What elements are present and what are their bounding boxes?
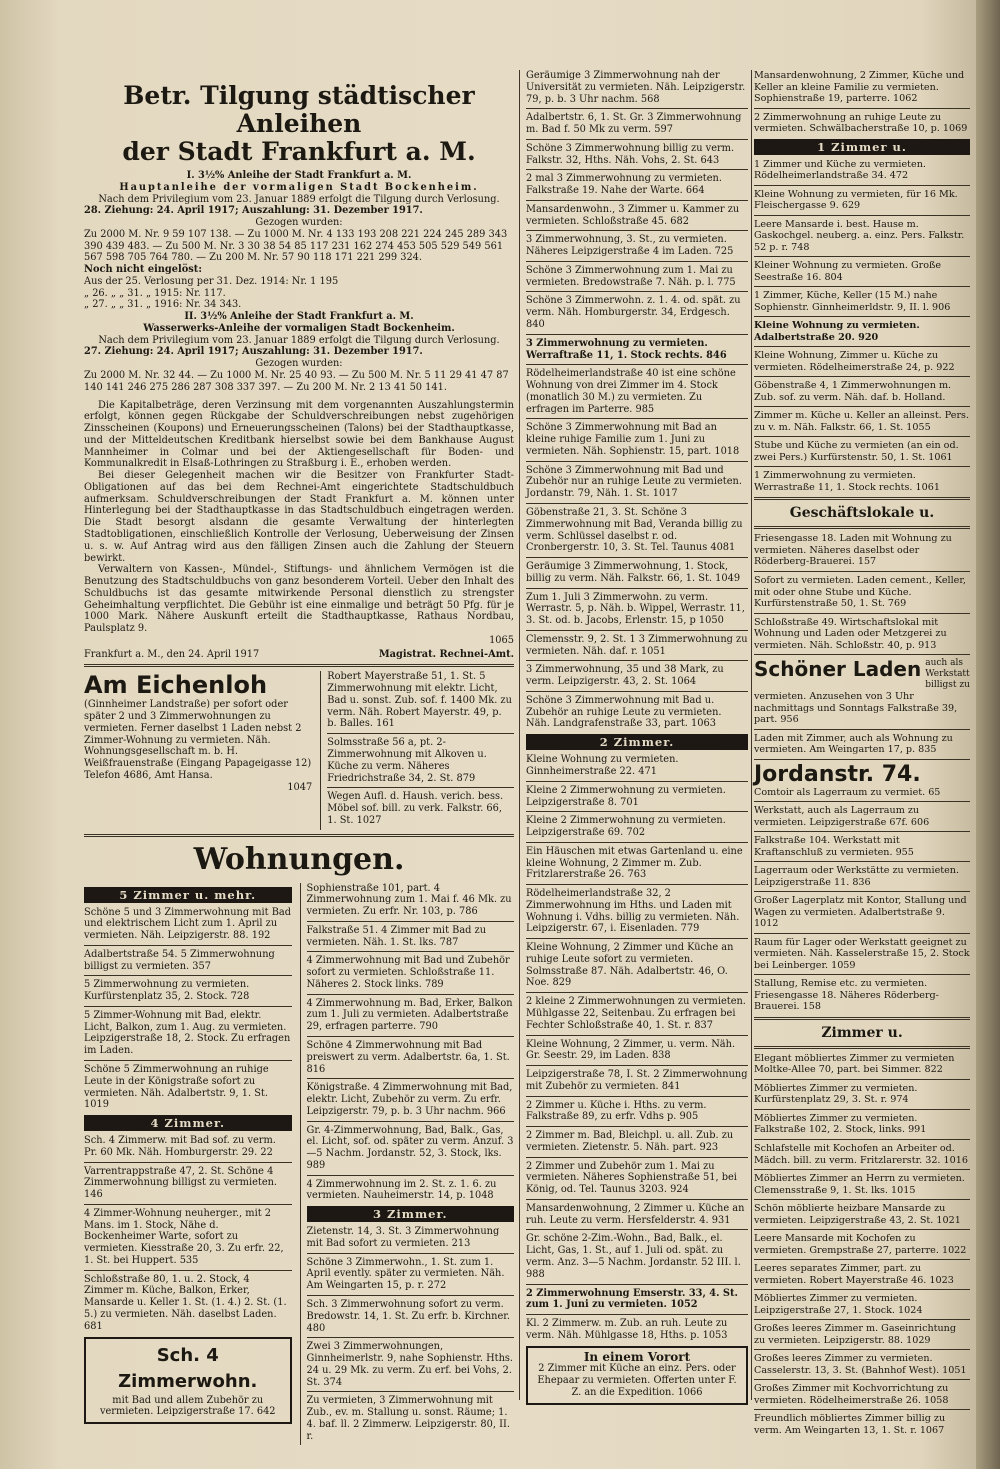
notice-title: Betr. Tilgung städtischer Anleihen der Stadt Frankfurt a. M.	[122, 81, 476, 166]
classified-ad: Robert Mayerstraße 51, 1. St. 5 Zimmerwohnung mit elektr. Licht, Bad u. sonst. Zub. sof. f. 1400 Mk. zu verm. Näh. Robert Mayerstr. 49, p. b. Balles. 161	[327, 671, 512, 730]
classified-ad: Ein Häuschen mit etwas Gartenland u. eine kleine Wohnung, 2 Zimmer m. Zub. Fritzlarerstraße 26. 763	[526, 845, 743, 881]
classified-ad: Kl. 2 Zimmerw. m. Zub. an ruh. Leute zu verm. Näh. Mühlgasse 18, Hths. p. 1053	[526, 1318, 728, 1341]
classified-ad: Kleiner Wohnung zu vermieten. Große Seestraße 16. 804	[754, 260, 942, 283]
classified-ad: Göbenstraße 21, 3. St. Schöne 3 Zimmerwohnung mit Bad, Veranda billig zu verm. Schlüssel daselbst r. od. Cronbergerstr. 10, 3. St. Tel. Taunus 4081	[526, 506, 743, 554]
classified-ad: Kleine Wohnung zu vermieten. Adalbertstraße 20. 920	[754, 320, 920, 343]
classified-ad: 4 Zimmer-Wohnung neuherger., mit 2 Mans. im 1. Stock, Nähe d. Bockenheimer Warte, sofort zu vermieten. Kiesstraße 20, 3. Zu erfr. 22, 1. St. bei Huppert. 535	[84, 1207, 284, 1266]
drawn-numbers: Zu 2000 M. Nr. 32 44. — Zu 1000 M. Nr. 25 40 93. — Zu 500 M. Nr. 5 11 29 41 47 87 140 141 246 275 286 287 308 337 397. — Zu 200 M. Nr. 2 13 41 50 141.	[84, 370, 509, 393]
classified-ad: Elegant möbliertes Zimmer zu vermieten Moltke-Allee 70, part. bei Simmer. 822	[754, 1052, 955, 1076]
ad-number: 1065	[489, 634, 514, 646]
loan-subheading: Wasserwerks-Anleihe der vormaligen Stadt Bockenheim.	[143, 322, 455, 334]
classified-ad: 3 Zimmerwohnung, 3. St., zu vermieten. Näheres Leipzigerstraße 4 im Laden. 725	[526, 234, 734, 258]
classified-ad: Schöne 3 Zimmerwohnung zum 1. Mai zu vermieten. Bredowstraße 7. Näh. p. l. 775	[526, 264, 736, 288]
classified-ad: Großes Zimmer mit Kochvorrichtung zu vermieten. Rödelheimerstraße 26. 1058	[754, 1383, 949, 1406]
unredeemed-row: Aus der 25. Verlosung per 31. Dez. 1914: Nr. 1 195	[84, 275, 339, 287]
classified-ad: Geräumige 3 Zimmerwohnung nah der Universität zu vermieten. Näh. Leipzigerstr. 79, p. b. 3 Uhr nachm. 568	[526, 70, 746, 105]
schoener-laden-ad	[754, 658, 970, 691]
category-bar-4-rooms: 4 Zimmer.	[84, 1115, 292, 1131]
unredeemed-row: „ 27. „ „ 31. „ 1916: Nr. 34 343.	[84, 299, 242, 311]
classified-ad: Mansardenwohn., 3 Zimmer u. Kammer zu vermieten. Schloßstraße 45. 682	[526, 203, 740, 227]
classified-ad: Zwei 3 Zimmerwohnungen, Ginnheimerlstr. 9, nahe Sophienstr. Hths. 24 u. 29 Mk. zu verm. Zu erf. bei Vohs, 2. St. 374	[306, 1341, 514, 1388]
classified-ad: Gr. 4-Zimmerwohnung, Bad, Balk., Gas, el. Licht, sof. od. später zu verm. Anzuf. 3—5 Nachm. Jordanstr. 52, 3. Stock, lks. 989	[306, 1124, 514, 1171]
mid-ads	[320, 671, 514, 829]
classified-ad: Großer Lagerplatz mit Kontor, Stallung und Wagen zu vermieten. Adalbertstraße 9. 1012	[754, 895, 967, 930]
classified-ad: Sch. 3 Zimmerwohnung sofort zu verm. Bredowstr. 14, 1. St. Zu erfr. b. Kirchner. 480	[306, 1299, 510, 1334]
classified-ad: 3 Zimmerwohnung zu vermieten. Werraftraße 11, 1. Stock rechts. 846	[526, 337, 727, 361]
classified-ad: 5 Zimmerwohnung zu vermieten. Kurfürstenplatz 35, 2. Stock. 728	[84, 979, 250, 1003]
classified-ad: 4 Zimmerwohnung mit Bad und Zubehör sofort zu vermieten. Schloßstraße 11. Näheres 2. Stock links. 789	[306, 955, 510, 990]
classified-ad: Geräumige 3 Zimmerwohnung, 1. Stock, billig zu verm. Näh. Falkstr. 66, 1. St. 1049	[526, 561, 741, 584]
notice-paragraph: Bei dieser Gelegenheit machen wir die Besitzer von Frankfurter Stadt-Obligationen auf das bei dem Rechnei-Amt eingerichtete Stadtschuldbuch aufmerksam. Schuldverschreibungen der Stadt Frankfurt a. M. können unter Hinterlegung bei der Stadthauptkasse in das Stadtschuldbuch eingetragen werden. Die Stadt besorgt alsdann die gesamte Verwaltung der hinterlegten Stadtobligationen, einschließlich Kontrolle der Verlosung, Ueberweisung der Zinsen u. s. w. Auf Antrag wird aus den fälligen Zinsen auch die Zahlung der Steuern bewirkt.	[84, 470, 514, 564]
column-rule	[751, 70, 752, 1400]
drawing-date: 27. Ziehung: 24. April 1917; Auszahlung: 31. Dezember 1917.	[84, 346, 423, 358]
classified-ad: Falkstraße 51. 4 Zimmer mit Bad zu vermieten. Näh. 1. St. lks. 787	[306, 924, 487, 948]
vorort-box-ad	[526, 1346, 748, 1405]
category-heading-geschaeftslokale: Geschäftslokale u.	[789, 505, 935, 522]
classified-ad: Laden mit Zimmer, auch als Wohnung zu vermieten. Am Weingarten 17, p. 835	[754, 732, 953, 756]
classified-ad: Zu vermieten, 3 Zimmerwohnung mit Zub., ev. m. Stallung u. sonst. Räume; 1. 4. baf. ll. 2 Zimmerw. Leipzigerstr. 80, II. r.	[306, 1395, 510, 1442]
classified-ad: Zimmer m. Küche u. Keller an alleinst. Pers. zu v. m. Näh. Falkstr. 66, 1. St. 1055	[754, 410, 970, 433]
schoener-laden-body: vermieten. Anzusehen von 3 Uhr nachmittags und Sonntags Falkstraße 39, part. 956	[754, 691, 958, 726]
classified-ad: Möbliertes Zimmer an Herrn zu vermieten. Clemensstraße 9, 1. St. lks. 1015	[754, 1173, 965, 1196]
classified-ad: 2 Zimmerwohnung an ruhige Leute zu vermieten. Schwälbacherstraße 10, p. 1069	[754, 111, 968, 135]
classified-ad: Falkstraße 104. Werkstatt mit Kraftanschluß zu vermieten. 955	[754, 835, 914, 858]
privilege-text: Nach dem Privilegium vom 23. Januar 1889 erfolgt die Tilgung durch Verlosung.	[98, 334, 500, 346]
sch4-body: mit Bad und allem Zubehör zu vermieten. Leipzigerstraße 17. 642	[99, 1394, 276, 1418]
unredeemed-row: „ 26. „ „ 31. „ 1915: Nr. 117.	[84, 287, 226, 299]
category-bar-3-rooms: 3 Zimmer.	[307, 1206, 515, 1222]
drawn-label: Gezogen wurden:	[255, 217, 343, 229]
classified-ad: 1 Zimmerwohnung zu vermieten. Werrastraße 11, 1. Stock rechts. 1061	[754, 470, 940, 493]
category-bar-5-rooms: 5 Zimmer u. mehr.	[84, 887, 292, 903]
classified-ad: Raum für Lager oder Werkstatt geeignet zu vermieten. Näh. Kasselerstraße 15, 2. Stock bei Leinberger. 1059	[754, 936, 970, 971]
eichenloh-ad	[84, 671, 312, 829]
drawn-numbers: Zu 2000 M. Nr. 9 59 107 138. — Zu 1000 M. Nr. 4 133 193 208 221 224 245 289 343 390 439 483. — Zu 500 M. Nr. 3 30 38 54 85 117 231 162 274 453 505 529 549 561 567 598 705 764 780. — Zu 200 M. Nr. 57 90 118 171 221 299 324.	[84, 228, 508, 264]
classified-ad: Freundlich möbliertes Zimmer billig zu verm. Am Weingarten 13, 1. St. r. 1067	[754, 1413, 946, 1436]
column-rule	[519, 70, 520, 1400]
section-title-wohnungen: Wohnungen.	[193, 841, 405, 877]
schoener-laden-side: auch als Werkstatt billigst zu	[925, 658, 970, 691]
classified-ad: 3 Zimmerwohnung, 35 und 38 Mark, zu verm. Leipzigerstr. 43, 2. St. 1064	[526, 664, 724, 688]
classified-ad: Varrentrappstraße 47, 2. St. Schöne 4 Zimmerwohnung billigst zu vermieten. 146	[84, 1165, 278, 1201]
classified-ad: 5 Zimmer-Wohnung mit Bad, elektr. Licht, Balkon, zum 1. Aug. zu vermieten. Leipzigerstraße 18, 2. Stock. Zu erfragen im Laden.	[84, 1009, 291, 1057]
vorort-title: In einem Vorort	[583, 1349, 691, 1364]
listing-columns	[84, 883, 514, 1446]
notice-paragraph: Verwaltern von Kassen-, Mündel-, Stiftungs- und ähnlichem Vermögen ist die Benutzung des Stadtschuldbuchs von ganz besonderem Vorteil. Ueber den Inhalt des Schuldbuchs ist das gesamte mitwirkende Personal dienstlich zu strengster Geheimhaltung verpflichtet. Die Gebühr ist eine einmalige und beträgt 50 Pfg. für je 1000 Mark. Nähere Auskunft erteilt die Stadthauptkasse, Rathaus Nordbau, Paulsplatz 9.	[84, 564, 514, 635]
classified-ad: Kleine 2 Zimmerwohnung zu vermieten. Leipzigerstraße 8. 701	[526, 784, 726, 808]
drawn-label: Gezogen wurden:	[255, 358, 343, 370]
privilege-text: Nach dem Privilegium vom 23. Januar 1889 erfolgt die Tilgung durch Verlosung.	[98, 193, 500, 205]
drawing-date: 28. Ziehung: 24. April 1917; Auszahlung: 31. Dezember 1917.	[84, 205, 423, 217]
divider	[84, 664, 514, 667]
classified-ad: 2 Zimmer und Zubehör zum 1. Mai zu vermieten. Näheres Sophienstraße 51, bei König, od. Tel. Taunus 3203. 924	[526, 1160, 737, 1196]
classified-ad: Adalbertstr. 6, 1. St. Gr. 3 Zimmerwohnung m. Bad f. 50 Mk zu verm. 597	[526, 112, 742, 136]
classified-ad: Kleine Wohnung zu vermieten, für 16 Mk. Fleischergasse 9. 629	[754, 188, 958, 212]
classified-ad: Schöne 5 und 3 Zimmerwohnung mit Bad und elektrischem Licht zum 1. April zu vermieten. Näh. Leipzigerstr. 88. 192	[84, 906, 292, 942]
classified-ad: Kleine 2 Zimmerwohnung zu vermieten. Leipzigerstraße 69. 702	[526, 815, 726, 839]
classified-ad: Solmsstraße 56 a, pt. 2-Zimmerwohnung mit Alkoven u. Küche zu verm. Näheres Friedrichstraße 34, 2. St. 879	[327, 737, 487, 784]
schoener-laden-title: Schöner Laden	[754, 657, 922, 682]
classified-ad: Königstraße. 4 Zimmerwohnung mit Bad, elektr. Licht, Zubehör zu verm. Zu erfr. Leipzigerstr. 79, p. b. 3 Uhr nachm. 966	[306, 1082, 513, 1117]
sch4-box-ad	[84, 1337, 292, 1425]
classified-ad: Kleine Wohnung, 2 Zimmer, u. verm. Näh. Gr. Seestr. 29, im Laden. 838	[526, 1038, 736, 1062]
classified-ad: Schlafstelle mit Kochofen an Arbeiter od. Mädch. bill. zu verm. Fritzlarerstr. 32. 1016	[754, 1143, 968, 1166]
classified-ad: Rödelheimerlandstraße 32, 2 Zimmerwohnung im Hths. und Laden mit Wohnung i. Vdhs. billig zu vermieten. Näh. Leipzigerstr. 67, i. Eisenladen. 779	[526, 888, 740, 935]
classified-ad: Kleine Wohnung, 2 Zimmer und Küche an ruhige Leute sofort zu vermieten. Solmsstraße 87. Näh. Adalbertstr. 46, O. Noe. 829	[526, 942, 734, 989]
classified-ad: Kleine Wohnung zu vermieten. Ginnheimerstraße 22. 471	[526, 754, 679, 777]
jordanstr-body: Comtoir als Lagerraum zu vermiet. 65	[754, 786, 941, 798]
middle-column	[526, 70, 748, 1409]
classified-ad: Großes leeres Zimmer zu vermieten. Casselerstr. 13, 3. St. (Bahnhof West). 1051	[754, 1353, 967, 1376]
classified-ad: 1 Zimmer und Küche zu vermieten. Rödelheimerlandstraße 34. 472	[754, 158, 926, 182]
sch4-title: Sch. 4 Zimmerwohn.	[118, 1344, 258, 1392]
classified-ad: 4 Zimmerwohnung im 2. St. z. 1. 6. zu vermieten. Nauheimerstr. 14, p. 1048	[306, 1178, 497, 1202]
signature-line	[84, 649, 514, 661]
classified-ad: Stallung, Remise etc. zu vermieten. Friesengasse 18. Näheres Röderberg-Brauerei. 158	[754, 978, 939, 1013]
signature-authority: Magistrat. Rechnei-Amt.	[378, 648, 514, 660]
classified-ad: Schöne 3 Zimmerwohnung mit Bad an kleine ruhige Familie zum 1. Juni zu vermieten. Näh. Sophienstr. 15, part. 1018	[526, 422, 740, 457]
classified-ad: Gr. schöne 2-Zim.-Wohn., Bad, Balk., el. Licht, Gas, 1. St., auf 1. Juli od. spät. zu verm. Anz. 3—5 Nachm. Jordanstr. 52 III. l. 988	[526, 1233, 741, 1280]
category-heading-zimmer: Zimmer u.	[821, 1024, 903, 1041]
classified-ad: Schöne 3 Zimmerwohn., 1. St. zum 1. April evently. später zu vermieten. Näh. Am Weingarten 15, p. r. 272	[306, 1256, 505, 1292]
classified-ad: Schöne 3 Zimmerwohnung mit Bad und Zubehör nur an ruhige Leute zu vermieten. Jordanstr. 79, Näh. 1. St. 1017	[526, 464, 742, 500]
classified-ad: Zietenstr. 14, 3. St. 3 Zimmerwohnung mit Bad sofort zu vermieten. 213	[306, 1226, 500, 1249]
classified-ad: Schloßstraße 80, 1. u. 2. Stock, 4 Zimmer m. Küche, Balkon, Erker, Mansarde u. Keller 1. St. (1. 4.) 2. St. (1. 5.) zu vermieten. Näh. daselbst Laden. 681	[84, 1273, 287, 1332]
classified-ad: Mansardenwohnung, 2 Zimmer, Küche und Keller an kleine Familie zu vermieten. Sophienstraße 19, parterre. 1062	[754, 70, 965, 105]
classified-ad: Leipzigerstraße 78, I. St. 2 Zimmerwohnung mit Zubehör zu vermieten. 841	[526, 1069, 748, 1092]
classified-ad: 2 Zimmer m. Bad, Bleichpl. u. all. Zub. zu vermieten. Zietenstr. 5. Näh. part. 923	[526, 1130, 734, 1153]
jordanstr-title: Jordanstr. 74.	[754, 761, 921, 787]
classified-ad: Mansardenwohnung, 2 Zimmer u. Küche an ruh. Leute zu verm. Hersfelderstr. 4. 931	[526, 1202, 745, 1226]
classified-ad: Leere Mansarde mit Kochofen zu vermieten. Grempstraße 27, parterre. 1022	[754, 1233, 967, 1256]
eichenloh-title: Am Eichenloh	[84, 671, 268, 700]
classified-ad: Sch. 4 Zimmerw. mit Bad sof. zu verm. Pr. 60 Mk. Näh. Homburgerstr. 29. 22	[84, 1135, 276, 1158]
category-bar-1-room: 1 Zimmer u.	[754, 139, 970, 155]
classified-ad: 1 Zimmer, Küche, Keller (15 M.) nahe Sophienstr. Ginnheimerldstr. 9, II. l. 906	[754, 290, 951, 313]
classified-ad: Großes leeres Zimmer m. Gaseinrichtung zu vermieten. Leipzigerstr. 88. 1029	[754, 1323, 956, 1346]
loan-heading: I. 3½% Anleihe der Stadt Frankfurt a. M.	[186, 170, 412, 181]
vorort-body: 2 Zimmer mit Küche an einz. Pers. oder Ehepaar zu vermieten. Offerten unter F. Z. an die Expedition. 1066	[537, 1363, 737, 1398]
classified-ad: Friesengasse 18. Laden mit Wohnung zu vermieten. Näheres daselbst oder Röderberg-Brauerei. 157	[754, 533, 952, 568]
classified-ad: Sophienstraße 101, part. 4 Zimmerwohnung zum 1. Mai f. 46 Mk. zu vermieten. Zu erfr. Nr. 103, p. 786	[306, 882, 512, 918]
classified-ad: 2 Zimmerwohnung Emserstr. 33, 4. St. zum 1. Juni zu vermieten. 1052	[526, 1287, 738, 1311]
book-binding	[976, 0, 1000, 1469]
classified-ad: Rödelheimerlandstraße 40 ist eine schöne Wohnung von drei Zimmer im 4. Stock (monatlich 30 M.) zu vermieten. Zu erfragen im Parterre. 985	[526, 368, 736, 415]
classified-ad: Schöne 3 Zimmerwohnung mit Bad u. Zubehör an ruhige Leute zu vermieten. Näh. Landgrafenstraße 33, part. 1063	[526, 694, 722, 730]
classified-ad: Leeres separates Zimmer, part. zu vermieten. Robert Mayerstraße 46. 1023	[754, 1263, 954, 1286]
classified-ad: Sofort zu vermieten. Laden cement., Keller, mit oder ohne Stube und Küche. Kurfürstenstraße 50, 1. St. 769	[754, 574, 966, 610]
left-column	[84, 70, 514, 1445]
classified-ad: Schöne 3 Zimmerwohn. z. 1. 4. od. spät. zu verm. Näh. Homburgerstr. 34, Erdgesch. 840	[526, 295, 741, 331]
classified-ad: Stube und Küche zu vermieten (an ein od. zwei Pers.) Kurfürstenstr. 50, 1. St. 1061	[754, 440, 959, 463]
classified-ad: Schloßstraße 49. Wirtschaftslokal mit Wohnung und Laden oder Metzgerei zu vermieten. Näh. Schloßstr. 40, p. 913	[754, 616, 947, 651]
classified-ad: Lagerraum oder Werkstätte zu vermieten. Leipzigerstraße 11. 836	[754, 865, 960, 888]
signature-date: Frankfurt a. M., den 24. April 1917	[84, 648, 260, 660]
category-bar-2-rooms: 2 Zimmer.	[526, 734, 748, 750]
classified-ad: Zum 1. Juli 3 Zimmerwohn. zu verm. Werrastr. 5, p. Näh. b. Wippel, Werrastr. 11, 3. St. od. b. Jacobs, Erlenstr. 15, p 1050	[526, 591, 745, 627]
classified-ad: Werkstatt, auch als Lagerraum zu vermieten. Leipzigerstraße 67f. 606	[754, 805, 930, 828]
loan-heading: II. 3½% Anleihe der Stadt Frankfurt a. M.	[184, 311, 414, 323]
classified-ad: Möbliertes Zimmer zu vermieten. Falkstraße 102, 2. Stock, links. 991	[754, 1112, 927, 1136]
classified-ad: Möbliertes Zimmer zu vermieten. Kurfürstenplatz 29, 3. St. r. 974	[754, 1082, 918, 1106]
ad-row	[84, 671, 514, 829]
eichenloh-body: (Ginnheimer Landstraße) per sofort oder später 2 und 3 Zimmerwohnungen zu vermieten. Ferner daselbst 1 Laden nebst 2 Zimmer-Wohnung zu vermieten. Näh. Wohnungsgesellschaft m. b. H. Weißfrauenstraße (Eingang Papageigasse 12) Telefon 4686, Amt Hansa.	[84, 699, 312, 781]
classified-ad: Schöne 4 Zimmerwohnung mit Bad preiswert zu verm. Adalbertstr. 6a, 1. St. 816	[306, 1040, 510, 1075]
right-column	[754, 70, 970, 1439]
classified-ad: Schöne 5 Zimmerwohnung an ruhige Leute in der Königstraße sofort zu vermieten. Näh. Adalbertstr. 9, 1. St. 1019	[84, 1064, 269, 1111]
listing-col-right	[300, 883, 515, 1446]
classified-ad: 2 Zimmer u. Küche i. Hths. zu verm. Falkstraße 89, zu erfr. Vdhs p. 905	[526, 1099, 707, 1123]
classified-ad: Möbliertes Zimmer zu vermieten. Leipzigerstraße 27, 1. Stock. 1024	[754, 1293, 923, 1316]
classified-ad: Schön möblierte heizbare Mansarde zu vermieten. Leipzigerstraße 43, 2. St. 1021	[754, 1203, 961, 1226]
classified-ad: 2 kleine 2 Zimmerwohnungen zu vermieten. Mühlgasse 22, Seitenbau. Zu erfragen bei Fechter Schloßstraße 40, 1. St. r. 837	[526, 996, 746, 1031]
classified-ad: Leere Mansarde i. best. Hause m. Gaskochgel. neuberg. a. einz. Pers. Falkstr. 52 p. r. 748	[754, 218, 965, 253]
classified-ad: Wegen Aufl. d. Haush. verich. bess. Möbel sof. bill. zu verk. Falkstr. 66, 1. St. 1027	[327, 791, 504, 826]
divider	[84, 834, 514, 837]
classified-ad: Adalbertstraße 54. 5 Zimmerwohnung billigst zu vermieten. 357	[84, 948, 275, 972]
listing-col-left	[84, 883, 292, 1446]
classified-ad: 2 mal 3 Zimmerwohnung zu vermieten. Falkstraße 19. Nahe der Warte. 664	[526, 173, 722, 197]
classified-ad: Clemensstr. 9, 2. St. 1 3 Zimmerwohnung zu vermieten. Näh. daf. r. 1051	[526, 633, 748, 657]
classified-ad: Kleine Wohnung, Zimmer u. Küche zu vermieten. Rödelheimerstraße 24, p. 922	[754, 350, 955, 373]
ad-number: 1047	[287, 781, 313, 793]
classified-ad: Schöne 3 Zimmerwohnung billig zu verm. Falkstr. 32, Hths. Näh. Vohs, 2. St. 643	[526, 142, 735, 166]
loan-subheading: Hauptanleihe der vormaligen Stadt Bockenheim.	[119, 181, 479, 193]
notice-paragraph: Die Kapitalbeträge, deren Verzinsung mit dem vorgenannten Auszahlungstermin erfolgt, können gegen Rückgabe der Schuldverschreibungen nebst zugehörigen Zinsscheinen (Koupons) und Erneuerungsscheinen (Talons) bei der Stadthauptkasse, und der Mitteldeutschen Kreditbank hierselbst sowie bei dem Bankhause August Mannheimer in Colmar und bei der Aktiengesellschaft für Boden- und Kommunalkredit in Elsaß-Lothringen zu Straßburg i. E., erhoben werden.	[84, 399, 514, 470]
classified-ad: 4 Zimmerwohnung m. Bad, Erker, Balkon zum 1. Juli zu vermieten. Adalbertstraße 29, erfragen parterre. 790	[306, 997, 513, 1033]
classified-ad: Göbenstraße 4, 1 Zimmerwohnungen m. Zub. sof. zu verm. Näh. daf. b. Holland.	[754, 380, 952, 403]
unredeemed-label: Noch nicht eingelöst:	[84, 264, 202, 276]
